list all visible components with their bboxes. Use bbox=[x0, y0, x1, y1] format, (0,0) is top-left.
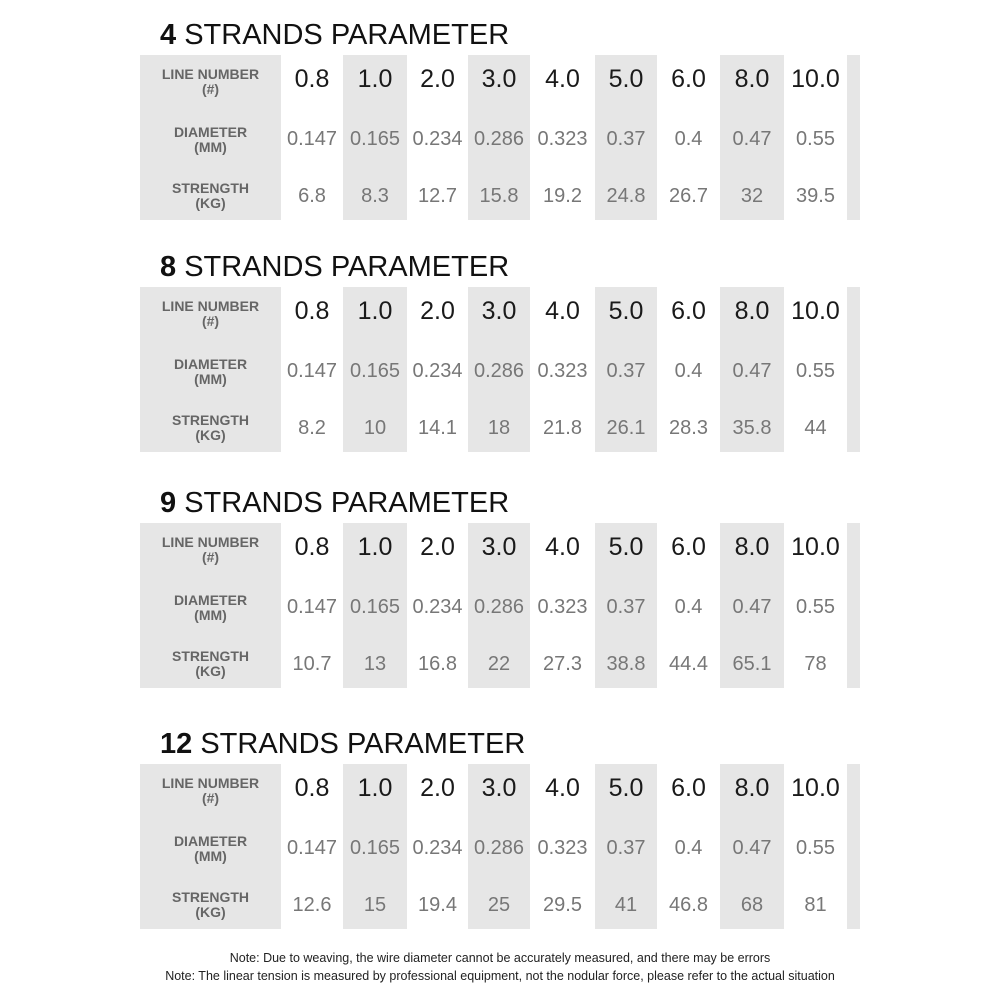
column-5.0 bbox=[595, 523, 657, 688]
row-label-strength bbox=[140, 649, 281, 679]
line-number-value: 1.0 bbox=[357, 774, 393, 802]
title-text: STRANDS PARAMETER bbox=[184, 19, 510, 51]
label-unit: (#) bbox=[201, 81, 220, 97]
line-number-value: 1.0 bbox=[357, 65, 393, 93]
diameter-value: 0.234 bbox=[412, 837, 463, 859]
line-number-value: 8.0 bbox=[734, 774, 770, 802]
row-label-line-number bbox=[140, 535, 281, 565]
diameter-value: 0.234 bbox=[412, 128, 463, 150]
row-label-strength bbox=[140, 413, 281, 443]
line-number-value: 3.0 bbox=[481, 774, 517, 802]
row-label-line-number bbox=[140, 299, 281, 329]
strength-value: 16.8 bbox=[418, 653, 457, 675]
label-column bbox=[140, 55, 281, 220]
strength-value: 10.7 bbox=[292, 653, 332, 675]
line-number-value: 6.0 bbox=[671, 774, 706, 802]
column-6.0 bbox=[657, 55, 720, 220]
row-label-strength bbox=[140, 890, 281, 920]
label-unit: (KG) bbox=[195, 904, 226, 920]
strands-section-4 bbox=[0, 20, 1000, 235]
column-10.0 bbox=[784, 55, 847, 220]
diameter-value: 0.147 bbox=[286, 360, 338, 382]
line-number-value: 6.0 bbox=[671, 533, 706, 561]
strength-value: 29.5 bbox=[543, 894, 582, 916]
strength-value: 35.8 bbox=[732, 417, 772, 439]
diameter-value: 0.286 bbox=[473, 837, 525, 859]
label-text: DIAMETER bbox=[173, 833, 248, 849]
diameter-value: 0.286 bbox=[473, 360, 525, 382]
column-0.8 bbox=[281, 764, 343, 929]
strength-value: 8.2 bbox=[298, 417, 326, 439]
line-number-value: 2.0 bbox=[420, 533, 455, 561]
label-text: DIAMETER bbox=[173, 592, 248, 608]
diameter-value: 0.55 bbox=[796, 128, 835, 150]
column-8.0 bbox=[720, 287, 784, 452]
edge-strip bbox=[847, 523, 860, 688]
strength-value: 15.8 bbox=[479, 185, 519, 207]
label-unit: (#) bbox=[201, 790, 220, 806]
strength-value: 41 bbox=[614, 894, 638, 916]
line-number-value: 5.0 bbox=[608, 65, 644, 93]
strength-value: 12.6 bbox=[292, 894, 332, 916]
edge-strip bbox=[847, 764, 860, 929]
label-unit: (MM) bbox=[194, 607, 227, 623]
diameter-value: 0.165 bbox=[349, 837, 401, 859]
label-unit: (#) bbox=[201, 549, 220, 565]
column-3.0 bbox=[468, 55, 530, 220]
parameter-table bbox=[140, 764, 860, 929]
column-6.0 bbox=[657, 764, 720, 929]
label-text: DIAMETER bbox=[173, 356, 248, 372]
column-8.0 bbox=[720, 55, 784, 220]
line-number-value: 0.8 bbox=[294, 774, 330, 802]
strength-value: 38.8 bbox=[606, 653, 646, 675]
label-column bbox=[140, 523, 281, 688]
label-unit: (MM) bbox=[194, 371, 227, 387]
edge-strip bbox=[847, 55, 860, 220]
strength-value: 21.8 bbox=[543, 417, 582, 439]
line-number-value: 5.0 bbox=[608, 774, 644, 802]
column-0.8 bbox=[281, 523, 343, 688]
column-2.0 bbox=[407, 287, 468, 452]
column-10.0 bbox=[784, 523, 847, 688]
column-2.0 bbox=[407, 55, 468, 220]
column-1.0 bbox=[343, 764, 407, 929]
title-text: STRANDS PARAMETER bbox=[200, 728, 526, 760]
diameter-value: 0.55 bbox=[796, 360, 835, 382]
line-number-value: 0.8 bbox=[294, 65, 330, 93]
strength-value: 19.2 bbox=[543, 185, 582, 207]
line-number-value: 6.0 bbox=[671, 65, 706, 93]
line-number-value: 10.0 bbox=[791, 774, 840, 802]
line-number-value: 0.8 bbox=[294, 533, 330, 561]
column-6.0 bbox=[657, 523, 720, 688]
row-label-diameter bbox=[140, 357, 281, 387]
label-text: STRENGTH bbox=[172, 889, 249, 905]
title-text: STRANDS PARAMETER bbox=[184, 251, 510, 283]
strength-value: 78 bbox=[804, 653, 827, 675]
diameter-value: 0.55 bbox=[796, 596, 835, 618]
strength-value: 68 bbox=[740, 894, 764, 916]
diameter-value: 0.47 bbox=[732, 360, 772, 382]
note-diameter: Note: Due to weaving, the wire diameter cannot be accurately measured, and there may be errors bbox=[229, 951, 771, 965]
column-8.0 bbox=[720, 764, 784, 929]
strength-value: 44.4 bbox=[669, 653, 708, 675]
strength-value: 46.8 bbox=[669, 894, 708, 916]
line-number-value: 8.0 bbox=[734, 65, 770, 93]
diameter-value: 0.147 bbox=[286, 596, 338, 618]
strength-value: 32 bbox=[740, 185, 764, 207]
strength-value: 26.1 bbox=[606, 417, 646, 439]
row-label-line-number bbox=[140, 776, 281, 806]
line-number-value: 5.0 bbox=[608, 297, 644, 325]
strand-count: 12 bbox=[160, 728, 193, 760]
diameter-value: 0.165 bbox=[349, 128, 401, 150]
line-number-value: 4.0 bbox=[545, 297, 580, 325]
parameter-table bbox=[140, 523, 860, 688]
row-label-diameter bbox=[140, 125, 281, 155]
row-label-diameter bbox=[140, 834, 281, 864]
label-text: STRENGTH bbox=[172, 180, 249, 196]
diameter-value: 0.165 bbox=[349, 596, 401, 618]
diameter-value: 0.47 bbox=[732, 837, 772, 859]
column-10.0 bbox=[784, 764, 847, 929]
strength-value: 81 bbox=[804, 894, 827, 916]
strength-value: 13 bbox=[363, 653, 387, 675]
column-0.8 bbox=[281, 55, 343, 220]
line-number-value: 4.0 bbox=[545, 65, 580, 93]
line-number-value: 4.0 bbox=[545, 533, 580, 561]
column-4.0 bbox=[530, 523, 595, 688]
label-text: STRENGTH bbox=[172, 648, 249, 664]
strands-section-9 bbox=[0, 488, 1000, 703]
diameter-value: 0.55 bbox=[796, 837, 835, 859]
strength-value: 6.8 bbox=[298, 185, 326, 207]
line-number-value: 10.0 bbox=[791, 297, 840, 325]
strand-count: 4 bbox=[160, 19, 177, 51]
line-number-value: 3.0 bbox=[481, 65, 517, 93]
diameter-value: 0.286 bbox=[473, 128, 525, 150]
line-number-value: 1.0 bbox=[357, 297, 393, 325]
line-number-value: 2.0 bbox=[420, 297, 455, 325]
label-column bbox=[140, 287, 281, 452]
label-text: DIAMETER bbox=[173, 124, 248, 140]
strands-section-12 bbox=[0, 729, 1000, 944]
diameter-value: 0.37 bbox=[606, 596, 646, 618]
label-unit: (KG) bbox=[195, 195, 226, 211]
column-4.0 bbox=[530, 764, 595, 929]
column-1.0 bbox=[343, 287, 407, 452]
line-number-value: 2.0 bbox=[420, 774, 455, 802]
strength-value: 12.7 bbox=[418, 185, 457, 207]
diameter-value: 0.234 bbox=[412, 360, 463, 382]
column-3.0 bbox=[468, 764, 530, 929]
column-3.0 bbox=[468, 523, 530, 688]
diameter-value: 0.4 bbox=[674, 837, 703, 859]
line-number-value: 3.0 bbox=[481, 533, 517, 561]
line-number-value: 5.0 bbox=[608, 533, 644, 561]
line-number-value: 2.0 bbox=[420, 65, 455, 93]
column-5.0 bbox=[595, 287, 657, 452]
section-title bbox=[160, 488, 509, 518]
column-1.0 bbox=[343, 523, 407, 688]
strength-value: 65.1 bbox=[732, 653, 772, 675]
column-4.0 bbox=[530, 287, 595, 452]
label-text: STRENGTH bbox=[172, 412, 249, 428]
strength-value: 44 bbox=[804, 417, 827, 439]
diameter-value: 0.323 bbox=[537, 128, 588, 150]
label-unit: (MM) bbox=[194, 848, 227, 864]
strength-value: 25 bbox=[487, 894, 511, 916]
strength-value: 39.5 bbox=[796, 185, 835, 207]
strength-value: 10 bbox=[363, 417, 387, 439]
line-number-value: 8.0 bbox=[734, 297, 770, 325]
section-title bbox=[160, 252, 509, 282]
diameter-value: 0.323 bbox=[537, 596, 588, 618]
strength-value: 27.3 bbox=[543, 653, 582, 675]
strength-value: 18 bbox=[487, 417, 511, 439]
column-2.0 bbox=[407, 764, 468, 929]
line-number-value: 0.8 bbox=[294, 297, 330, 325]
strength-value: 14.1 bbox=[418, 417, 457, 439]
strength-value: 24.8 bbox=[606, 185, 646, 207]
parameter-table bbox=[140, 55, 860, 220]
line-number-value: 6.0 bbox=[671, 297, 706, 325]
strand-count: 8 bbox=[160, 251, 177, 283]
line-number-value: 10.0 bbox=[791, 65, 840, 93]
column-1.0 bbox=[343, 55, 407, 220]
diameter-value: 0.47 bbox=[732, 596, 772, 618]
diameter-value: 0.323 bbox=[537, 360, 588, 382]
diameter-value: 0.37 bbox=[606, 128, 646, 150]
line-number-value: 4.0 bbox=[545, 774, 580, 802]
label-unit: (MM) bbox=[194, 139, 227, 155]
label-text: LINE NUMBER bbox=[161, 534, 260, 550]
line-number-value: 10.0 bbox=[791, 533, 840, 561]
column-6.0 bbox=[657, 287, 720, 452]
diameter-value: 0.165 bbox=[349, 360, 401, 382]
label-unit: (KG) bbox=[195, 663, 226, 679]
diameter-value: 0.4 bbox=[674, 360, 703, 382]
row-label-strength bbox=[140, 181, 281, 211]
diameter-value: 0.4 bbox=[674, 596, 703, 618]
column-8.0 bbox=[720, 523, 784, 688]
section-title bbox=[160, 20, 509, 50]
line-number-value: 3.0 bbox=[481, 297, 517, 325]
strength-value: 8.3 bbox=[361, 185, 389, 207]
diameter-value: 0.323 bbox=[537, 837, 588, 859]
section-title bbox=[160, 729, 525, 759]
edge-strip bbox=[847, 287, 860, 452]
strength-value: 26.7 bbox=[669, 185, 708, 207]
column-3.0 bbox=[468, 287, 530, 452]
strength-value: 19.4 bbox=[418, 894, 457, 916]
label-unit: (KG) bbox=[195, 427, 226, 443]
diameter-value: 0.234 bbox=[412, 596, 463, 618]
diameter-value: 0.37 bbox=[606, 837, 646, 859]
diameter-value: 0.147 bbox=[286, 837, 338, 859]
column-5.0 bbox=[595, 55, 657, 220]
label-text: LINE NUMBER bbox=[161, 66, 260, 82]
column-2.0 bbox=[407, 523, 468, 688]
strength-value: 22 bbox=[487, 653, 511, 675]
column-10.0 bbox=[784, 287, 847, 452]
strength-value: 15 bbox=[363, 894, 387, 916]
strands-section-8 bbox=[0, 252, 1000, 467]
row-label-diameter bbox=[140, 593, 281, 623]
diameter-value: 0.286 bbox=[473, 596, 525, 618]
label-text: LINE NUMBER bbox=[161, 775, 260, 791]
label-column bbox=[140, 764, 281, 929]
parameter-table bbox=[140, 287, 860, 452]
diameter-value: 0.37 bbox=[606, 360, 646, 382]
strand-count: 9 bbox=[160, 487, 177, 519]
column-5.0 bbox=[595, 764, 657, 929]
note-tension: Note: The linear tension is measured by professional equipment, not the nodular force, please refer to the actual situation bbox=[165, 969, 835, 983]
strength-value: 28.3 bbox=[669, 417, 708, 439]
column-4.0 bbox=[530, 55, 595, 220]
diameter-value: 0.4 bbox=[674, 128, 703, 150]
column-0.8 bbox=[281, 287, 343, 452]
diameter-value: 0.47 bbox=[732, 128, 772, 150]
title-text: STRANDS PARAMETER bbox=[184, 487, 510, 519]
row-label-line-number bbox=[140, 67, 281, 97]
line-number-value: 1.0 bbox=[357, 533, 393, 561]
label-text: LINE NUMBER bbox=[161, 298, 260, 314]
diameter-value: 0.147 bbox=[286, 128, 338, 150]
line-number-value: 8.0 bbox=[734, 533, 770, 561]
label-unit: (#) bbox=[201, 313, 220, 329]
